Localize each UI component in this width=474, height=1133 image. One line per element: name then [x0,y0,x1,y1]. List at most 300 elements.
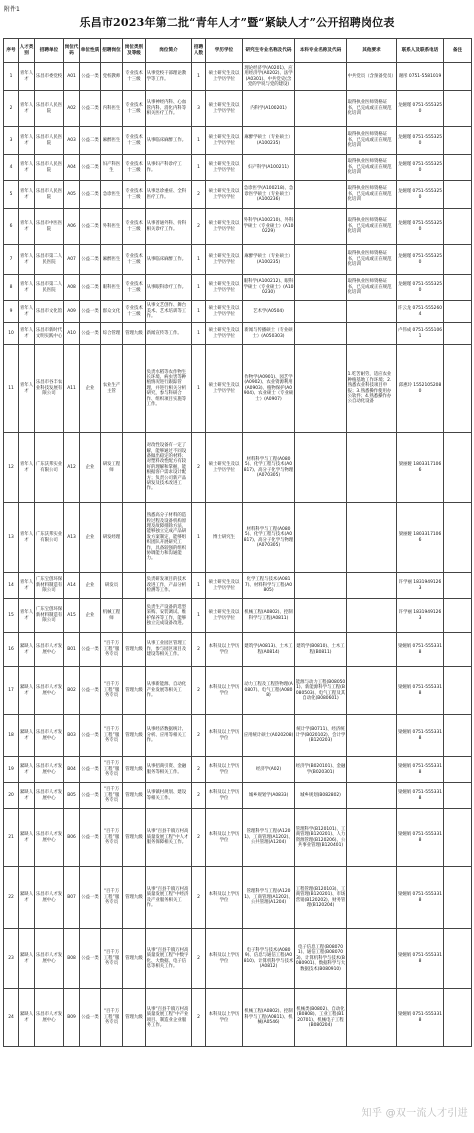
table-cell: 19 [4,757,19,783]
table-cell: 2 [192,783,206,809]
table-row [4,245,472,275]
table-cell: 经济学(B020101)、金融学(B020301) [295,757,347,783]
table-cell: 机械工程师 [101,599,123,633]
table-cell: 公益一类 [80,301,101,323]
table-cell: 11 [4,345,19,433]
table-cell [444,599,472,633]
table-cell: 从事文艺创作、舞台美术、艺术培训等工作。 [146,301,192,323]
table-cell: 管理科学(B120101)、工商管理(B120201)、人力资源管理(B120206)、公共事业管理(B120401) [295,809,347,867]
table-cell: 研发工程师 [101,433,123,503]
table-cell: B02 [64,667,80,715]
table-cell: 新闻与传播硕士（专业硕士）(A050303) [243,323,295,345]
table-cell: 乐昌市谷丰农业科技发展有限公司 [35,345,64,433]
table-cell: 专业技术十三级 [123,245,146,275]
table-cell: 急诊医生 [101,181,123,209]
table-cell: 硕士研究生及以上学历学位 [206,433,243,503]
table-cell: “百千万工程”服务专员 [101,667,123,715]
table-cell: 管理九级 [123,809,146,867]
table-cell: 青年人才 [19,503,35,573]
table-cell: 乐昌市第二人民医院 [35,275,64,301]
table-cell: A04 [64,155,80,181]
table-cell: 7 [4,245,19,275]
table-cell [347,573,397,599]
table-cell: 公益一类 [80,323,101,345]
table-cell: 从事急诊重症、全科医疗工作。 [146,181,192,209]
table-cell: 新闻宣传等工作。 [146,323,192,345]
table-cell [123,573,146,599]
table-cell: 硕士研究生及以上学历学位 [206,573,243,599]
table-cell: 1 [192,63,206,91]
table-cell [347,757,397,783]
table-cell: B05 [64,783,80,809]
table-cell: 从事临床麻醉工作。 [146,127,192,155]
table-cell: 2 [192,809,206,867]
table-cell: 梁婉娟 0751-5553318 [397,929,444,989]
table-cell: 管理九级 [123,715,146,757]
table-cell: 12 [4,433,19,503]
table-cell: 1 [192,323,206,345]
table-cell: 乐昌市人民医院 [35,127,64,155]
table-cell: 3 [4,127,19,155]
table-cell: A02 [64,91,80,127]
table-cell: 广东宝创环保新材料制造有限公司 [35,599,64,633]
table-cell: B07 [64,867,80,929]
table-cell: 从事党校干部理论教学等工作。 [146,63,192,91]
table-cell: 建筑学(B0810)、土木工程(B0811) [295,633,347,667]
table-cell: B01 [64,633,80,667]
table-cell: 许学丽 18319491263 [397,599,444,633]
table-row [4,301,472,323]
table-cell [444,301,472,323]
table-cell: 青年人才 [19,91,35,127]
table-cell: 企业 [80,599,101,633]
column-header: 学历学位 [206,39,243,63]
table-cell: 取得执业医师资格证书，已完成或正在规范化培训 [347,127,397,155]
table-cell: 从事普通外科、骨科相关诊疗工作。 [146,209,192,245]
table-cell: 公益一类 [80,783,101,809]
table-row [4,757,472,783]
table-cell: 取得执业医师资格证书，已完成或正在规范化培训 [347,91,397,127]
table-cell: A08 [64,275,80,301]
table-cell: 对改性设备有一定了解，能够通过不同设备做出稳定的材料；对塑料改性配方有较好的理解和掌握，能根据客户需求设计配方；负责公司新产品研发及技术改进工作。 [146,433,192,503]
table-cell: 公益一类 [80,809,101,867]
table-cell: 紧缺人才 [19,867,35,929]
table-cell: 本科及以上学历学位 [206,757,243,783]
table-cell: 企业 [80,345,101,433]
table-cell: 本科及以上学历学位 [206,989,243,1047]
table-cell: A03 [64,127,80,155]
table-cell [123,433,146,503]
column-header: 序号 [4,39,19,63]
table-cell: 党校教师 [101,63,123,91]
table-cell: 内科学(A100201) [243,91,295,127]
column-header: 人才类别 [19,39,35,63]
table-cell: 1 [192,301,206,323]
table-cell: 负责生产设备的选型采购、安装调试、维护保养等工作，能够独立完成设备改进。 [146,599,192,633]
page-title: 乐昌市2023年第二批“青年人才”暨“紧缺人才”公开招聘岗位表 [79,16,395,29]
table-cell: 公益二类 [80,91,101,127]
table-cell: 硕士研究生及以上学历学位 [206,599,243,633]
table-cell [347,783,397,809]
table-cell [295,91,347,127]
column-header: 本科专业名称及代码 [295,39,347,63]
table-cell: 麻醉学硕士（专业硕士）(A100235) [243,245,295,275]
table-cell: 负责研发项目的技术改进工作，产品分析检测等工作。 [146,573,192,599]
table-cell [295,209,347,245]
table-cell [444,433,472,503]
table-cell: 硕士研究生及以上学历学位 [206,345,243,433]
table-cell: 公益一类 [80,757,101,783]
column-header: 单位性质 [80,39,101,63]
table-cell [123,503,146,573]
table-cell [444,929,472,989]
table-cell: 14 [4,573,19,599]
table-cell: 10 [4,323,19,345]
table-cell: 公益一类 [80,867,101,929]
table-cell: 乐昌市人才发展中心 [35,633,64,667]
table-cell: 从事眼科诊疗工作。 [146,275,192,301]
table-cell: 工程管理(B120103)、工商管理(B120201)、市场营销(B120202)、财务管理(B120204) [295,867,347,929]
table-cell [444,757,472,783]
table-cell: 电子科学与技术(A0809)、信息与通信工程(A0810)、计算机科学与技术(A0812) [243,929,295,989]
table-cell: 广东沃邦实业有限公司 [35,503,64,573]
table-cell: 管理九级 [123,323,146,345]
table-cell [444,667,472,715]
table-cell [444,503,472,573]
table-cell: 许云龙 0751-5552604 [397,301,444,323]
table-cell: 综合管理 [101,323,123,345]
table-cell: 硕士研究生及以上学历学位 [206,275,243,301]
table-cell [444,573,472,599]
table-cell [347,989,397,1047]
table-cell [295,181,347,209]
table-cell: 梁婉娟 0751-5553318 [397,633,444,667]
table-cell: 动力工程及工程热物理(A0807)、电气工程(A0808) [243,667,295,715]
table-cell: 1.吃苦耐劳，适应农业种植基地工作环境；2.熟悉农业科技项目申报；3.熟悉操作使用办公软件；4.熟悉操作办公自动化设备 [347,345,397,433]
table-cell: 青年人才 [19,209,35,245]
table-cell: 紧缺人才 [19,783,35,809]
table-cell: A09 [64,301,80,323]
table-cell: 从事“百县千镇万村高质量发展工程”中数字化、大数据、电子信息等相关工作。 [146,929,192,989]
table-cell [347,599,397,633]
table-cell: B08 [64,929,80,989]
table-cell: 专业技术十三级 [123,181,146,209]
table-cell [444,345,472,433]
table-cell: A05 [64,181,80,209]
table-cell [347,633,397,667]
table-cell: 从事“百县千镇万村高质量发展工程”中人才服务保障相关工作。 [146,809,192,867]
table-row [4,275,472,301]
table-cell: 应用统计硕士(A020208) [243,715,295,757]
table-cell: 邱惠玲 15521052080 [397,345,444,433]
table-row [4,63,472,91]
table-cell [295,345,347,433]
table-cell [444,209,472,245]
table-cell: 统计学(B0711)、经济统计学(B020102)、会计学(B120203) [295,715,347,757]
table-cell: 管理科学与工程(A1201)、工商管理(A1202)、公共管理(A1204) [243,809,295,867]
table-cell: 能源与动力工程(B080501)、新能源科学与工程(B080503)、电气工程及其自动化(B080601) [295,667,347,715]
table-cell: 城乡规划(B082802) [295,783,347,809]
table-cell: 3 [192,91,206,127]
table-cell: 1 [192,599,206,633]
table-cell: 硕士研究生及以上学历学位 [206,181,243,209]
header-row [4,39,472,63]
table-row [4,181,472,209]
table-cell: 理论经济学(A0201)、应用经济学(A0202)、法学(A0301)、中共党史(含党的学说与党的建设) [243,63,295,91]
table-cell: 紧缺人才 [19,715,35,757]
table-cell: 管理九级 [123,633,146,667]
table-cell [295,301,347,323]
table-cell: 2 [192,867,206,929]
table-cell: 从事“百县千镇万村高质量发展工程”中产业项目、制造业企业服务工作。 [146,989,192,1047]
table-cell: A06 [64,209,80,245]
table-cell: 硕士研究生及以上学历学位 [206,127,243,155]
table-cell: 乐昌市第二人民医院 [35,245,64,275]
table-cell: “百千万工程”服务专员 [101,867,123,929]
table-cell: 梁婉娟 0751-5553318 [397,809,444,867]
table-cell: “百千万工程”服务专员 [101,809,123,867]
table-cell [444,245,472,275]
table-cell: 2 [192,181,206,209]
table-cell: A13 [64,503,80,573]
table-cell [295,433,347,503]
table-cell: B06 [64,809,80,867]
table-cell: 农业生产主管 [101,345,123,433]
table-row [4,929,472,989]
table-cell [123,599,146,633]
table-cell: 乐昌市新时代文明实践中心 [35,323,64,345]
table-cell: 1 [192,275,206,301]
table-cell [295,63,347,91]
table-cell: 硕士研究生及以上学历学位 [206,91,243,127]
table-cell: 梁丽娅 18033171066 [397,433,444,503]
table-cell: 8 [4,275,19,301]
table-cell: 本科及以上学历学位 [206,929,243,989]
column-header: 岗位简介 [146,39,192,63]
table-cell: 公益一类 [80,929,101,989]
table-cell: 2 [192,989,206,1047]
table-cell [444,323,472,345]
table-cell: 公益二类 [80,127,101,155]
table-cell: 博士研究生 [206,503,243,573]
table-cell: 谢彤 0751-5581019 [397,63,444,91]
table-cell: “百千万工程”服务专员 [101,929,123,989]
table-cell: 公益一类 [80,715,101,757]
table-row [4,599,472,633]
table-cell: 22 [4,867,19,929]
table-cell: 熟悉高分子材料的造粒过程及设备机构原理及故障排除方法，能够独立完成产品研发方案制定，能够组织团队开展研究工作，具备较强的组织协调能力和沟通能力。 [146,503,192,573]
table-cell: 从事新能源、自动化产业发展等相关工作。 [146,667,192,715]
table-cell: 管理九级 [123,867,146,929]
table-cell: 取得执业医师资格证书，已完成或正在规范化培训 [347,245,397,275]
table-cell [444,867,472,929]
table-cell: 专业技术十三级 [123,301,146,323]
table-cell: 乐昌市委党校 [35,63,64,91]
column-header: 招聘单位 [35,39,64,63]
table-cell [347,503,397,573]
table-cell: 机械工程(A0802)、控制科学与工程(A0811)、机械(A0546) [243,989,295,1047]
table-cell: 乐昌市人才发展中心 [35,989,64,1047]
table-cell: 企业 [80,503,101,573]
table-cell: 本科及以上学历学位 [206,715,243,757]
table-cell: 化学工程与技术(A0817)、材料科学与工程(A0805) [243,573,295,599]
table-cell: 公益二类 [80,209,101,245]
table-cell: 乐昌市人民医院 [35,155,64,181]
table-cell: 青年人才 [19,245,35,275]
table-cell: 公益二类 [80,181,101,209]
table-cell: 1 [192,127,206,155]
table-cell: 乐昌市人民医院 [35,181,64,209]
table-cell: 1 [4,63,19,91]
table-cell: 取得执业医师资格证书，已完成或正在规范化培训 [347,275,397,301]
table-cell: 取得执业医师资格证书，已完成或正在规范化培训 [347,181,397,209]
table-cell: 乐昌市人才发展中心 [35,929,64,989]
table-cell: 紧缺人才 [19,989,35,1047]
table-cell: 从事“百县千镇万村高质量发展工程”中经济及产业服务相关工作。 [146,867,192,929]
table-cell: 青年人才 [19,323,35,345]
table-cell: 公益一类 [80,63,101,91]
table-cell: 硕士研究生及以上学历学位 [206,245,243,275]
table-cell: 妇产科学(A100211) [243,155,295,181]
table-cell: 机械工程(A0802)、控制科学与工程(A0811) [243,599,295,633]
table-cell: 2 [192,633,206,667]
table-cell: 龙婉瑾 0751-5553250 [397,91,444,127]
table-cell: 硕士研究生及以上学历学位 [206,323,243,345]
table-cell: A14 [64,573,80,599]
table-cell: 从事临床麻醉工作。 [146,245,192,275]
table-cell: 乐昌市文化馆 [35,301,64,323]
table-cell: 负责水稻等农作物生长环境、病虫害等种植情况进行跟踪管理，并进行相关分析研究，参与科研合作、组织项目实施等工作。 [146,345,192,433]
table-cell [444,275,472,301]
table-cell: 公益一类 [80,633,101,667]
table-cell: 青年人才 [19,599,35,633]
table-row [4,433,472,503]
table-cell: 取得执业医师资格证书，已完成或正在规范化培训 [347,209,397,245]
table-cell: 龙婉瑾 0751-5553250 [397,209,444,245]
table-cell [295,155,347,181]
table-cell: 18 [4,715,19,757]
table-cell: 硕士研究生及以上学历学位 [206,155,243,181]
table-cell: 硕士研究生及以上学历学位 [206,63,243,91]
table-row [4,345,472,433]
table-cell: “百千万工程”服务专员 [101,989,123,1047]
table-row [4,715,472,757]
table-cell: 乐昌市人民医院 [35,91,64,127]
table-cell: 1 [192,155,206,181]
table-cell: 眼科医生 [101,275,123,301]
table-cell: 24 [4,989,19,1047]
table-row [4,209,472,245]
table-cell: 广东宝创环保新材料制造有限公司 [35,573,64,599]
table-cell: 公益二类 [80,155,101,181]
table-cell: 青年人才 [19,433,35,503]
table-cell: 龙婉瑾 0751-5553250 [397,275,444,301]
table-cell: 专业技术十三级 [123,275,146,301]
table-cell: 13 [4,503,19,573]
table-cell: 梁婉娟 0751-5553318 [397,783,444,809]
column-header: 岗位代码 [64,39,80,63]
table-cell: 20 [4,783,19,809]
table-cell: 青年人才 [19,345,35,433]
table-row [4,633,472,667]
table-cell: “百千万工程”服务专员 [101,783,123,809]
table-cell: 管理九级 [123,757,146,783]
table-cell [347,323,397,345]
table-cell: 急诊医学(A100218)、急诊医学硕士（专业硕士）(A100236) [243,181,295,209]
table-cell: 梁丽娅 18033171066 [397,503,444,573]
table-cell: 群众文化 [101,301,123,323]
table-cell: 管理九级 [123,929,146,989]
table-cell: A07 [64,245,80,275]
table-cell: 2 [192,667,206,715]
table-cell: 21 [4,809,19,867]
table-cell [444,783,472,809]
table-cell: 紧缺人才 [19,757,35,783]
table-cell: 麻醉学硕士（专业硕士）(A100235) [243,127,295,155]
table-cell: 青年人才 [19,155,35,181]
table-cell: 乐昌市人才发展中心 [35,757,64,783]
table-cell: 专业技术十三级 [123,127,146,155]
table-cell: 研发员 [101,573,123,599]
table-cell: 2 [192,209,206,245]
table-cell [444,633,472,667]
table-cell: 紧缺人才 [19,809,35,867]
column-header: 招聘人数 [192,39,206,63]
table-cell [444,809,472,867]
table-cell [123,345,146,433]
table-cell [295,573,347,599]
table-row [4,573,472,599]
table-cell: 青年人才 [19,63,35,91]
table-cell: A01 [64,63,80,91]
column-header: 招聘岗位 [101,39,123,63]
table-cell: 1 [192,245,206,275]
table-cell: 乐昌市人才发展中心 [35,867,64,929]
table-row [4,323,472,345]
table-cell: 本科及以上学历学位 [206,783,243,809]
table-cell: 从事经济数据统计、分析、应用等相关工作。 [146,715,192,757]
table-cell [295,275,347,301]
table-cell: 2 [192,929,206,989]
table-cell: 青年人才 [19,573,35,599]
table-cell [444,715,472,757]
table-body [4,63,472,1047]
table-cell: 本科及以上学历学位 [206,809,243,867]
table-cell [444,181,472,209]
table-cell: 城乡规划学(A0833) [243,783,295,809]
table-cell: 2 [192,757,206,783]
table-cell [347,667,397,715]
table-cell [347,301,397,323]
column-header: 联系人及联系电话 [397,39,444,63]
table-cell [347,867,397,929]
table-cell: 从事镇村规划、建设等相关工作。 [146,783,192,809]
table-cell: 广东沃邦实业有限公司 [35,433,64,503]
table-cell: 从事招商引资、金融服务等相关工作。 [146,757,192,783]
table-cell: “百千万工程”服务专员 [101,715,123,757]
table-cell: 乐昌市人才发展中心 [35,809,64,867]
table-cell: 龙婉瑾 0751-5553250 [397,127,444,155]
table-row [4,989,472,1047]
table-row [4,503,472,573]
table-cell: 公益二类 [80,275,101,301]
recruitment-table [3,38,472,1047]
table-cell: 艺术学(A0504) [243,301,295,323]
table-cell: 乐昌市人才发展中心 [35,667,64,715]
table-cell: 外科医生 [101,209,123,245]
table-cell: 本科及以上学历学位 [206,667,243,715]
table-cell: 专业技术十三级 [123,155,146,181]
